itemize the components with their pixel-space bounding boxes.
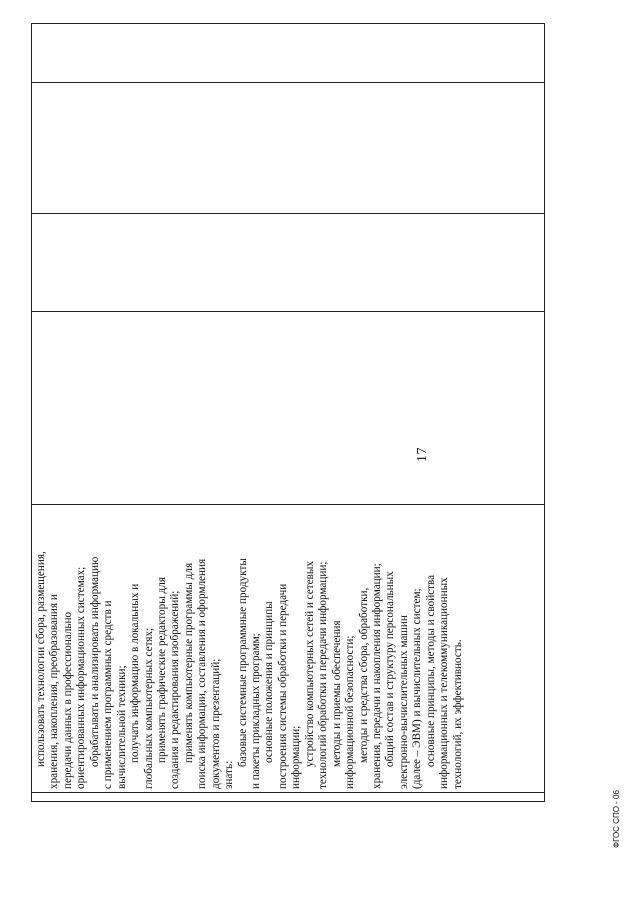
cell-line: создания и редактирования изображений; [169,590,182,789]
cell-line: глобальных компьютерных сетях; [142,627,155,789]
standards-table [31,23,545,802]
cell-line: информационной безопасности; [344,635,357,789]
cell-line: построения системы обработки и передачи [276,583,289,789]
cell-line: основные принципы, методы и свойства [424,574,437,767]
cell-line: хранения, накопления, преобразования и [48,594,61,789]
table-row [32,24,545,802]
cell-line: и пакеты прикладных программ; [250,633,262,789]
cell-line: базовые системные программные продукты [236,558,249,767]
competencies-text [32,505,465,792]
cell-line: применять графические редакторы для [155,577,168,763]
table-cell-empty [32,793,545,802]
table-cell-empty [32,83,545,214]
footer-code: ФГОС СПО - 06 [612,790,621,848]
table-cell-empty [32,312,545,505]
cell-line: применять компьютерные программы для [182,562,195,763]
cell-line: поиска информации, составления и оформления [196,558,209,789]
cell-line: хранения, передачи и накопления информации; [370,563,383,789]
cell-line: обрабатывать и анализировать информацию [88,556,101,767]
cell-line: документов и презентаций; [209,658,222,789]
cell-line: основные положения и принципы [263,601,276,763]
table-cell-competencies [32,505,545,793]
cell-line: технологий, их эффективность. [451,639,464,789]
cell-line: информации; [290,725,303,789]
cell-line: информационных и телекоммуникационных [438,577,451,789]
table-cell-empty [32,24,545,83]
cell-line: методы и приемы обеспечения [330,620,343,767]
cell-line: знать: [223,760,236,789]
cell-line: технологий обработки и передачи информации; [317,561,330,789]
cell-line: устройство компьютерных сетей и сетевых [303,561,316,767]
cell-line: вычислительной техники; [115,665,128,789]
cell-line: общий состав и структуру персональных [384,571,397,767]
page-number: 17 [415,447,430,462]
cell-line: использовать технологии сбора, размещения, [35,551,47,767]
table-cell-empty [32,214,545,312]
cell-line: с применением программных средств и [102,600,115,789]
cell-line: ориентированных информационных системах; [75,566,88,789]
cell-line: (далее – ЭВМ) и вычислительных систем; [411,588,424,789]
cell-line: получать информацию в локальных и [129,583,142,763]
cell-line: электронно-вычислительных машин [397,615,410,789]
cell-line: методы и средства сбора, обработки, [357,587,370,763]
cell-line: передачи данных в профессионально [61,611,74,789]
